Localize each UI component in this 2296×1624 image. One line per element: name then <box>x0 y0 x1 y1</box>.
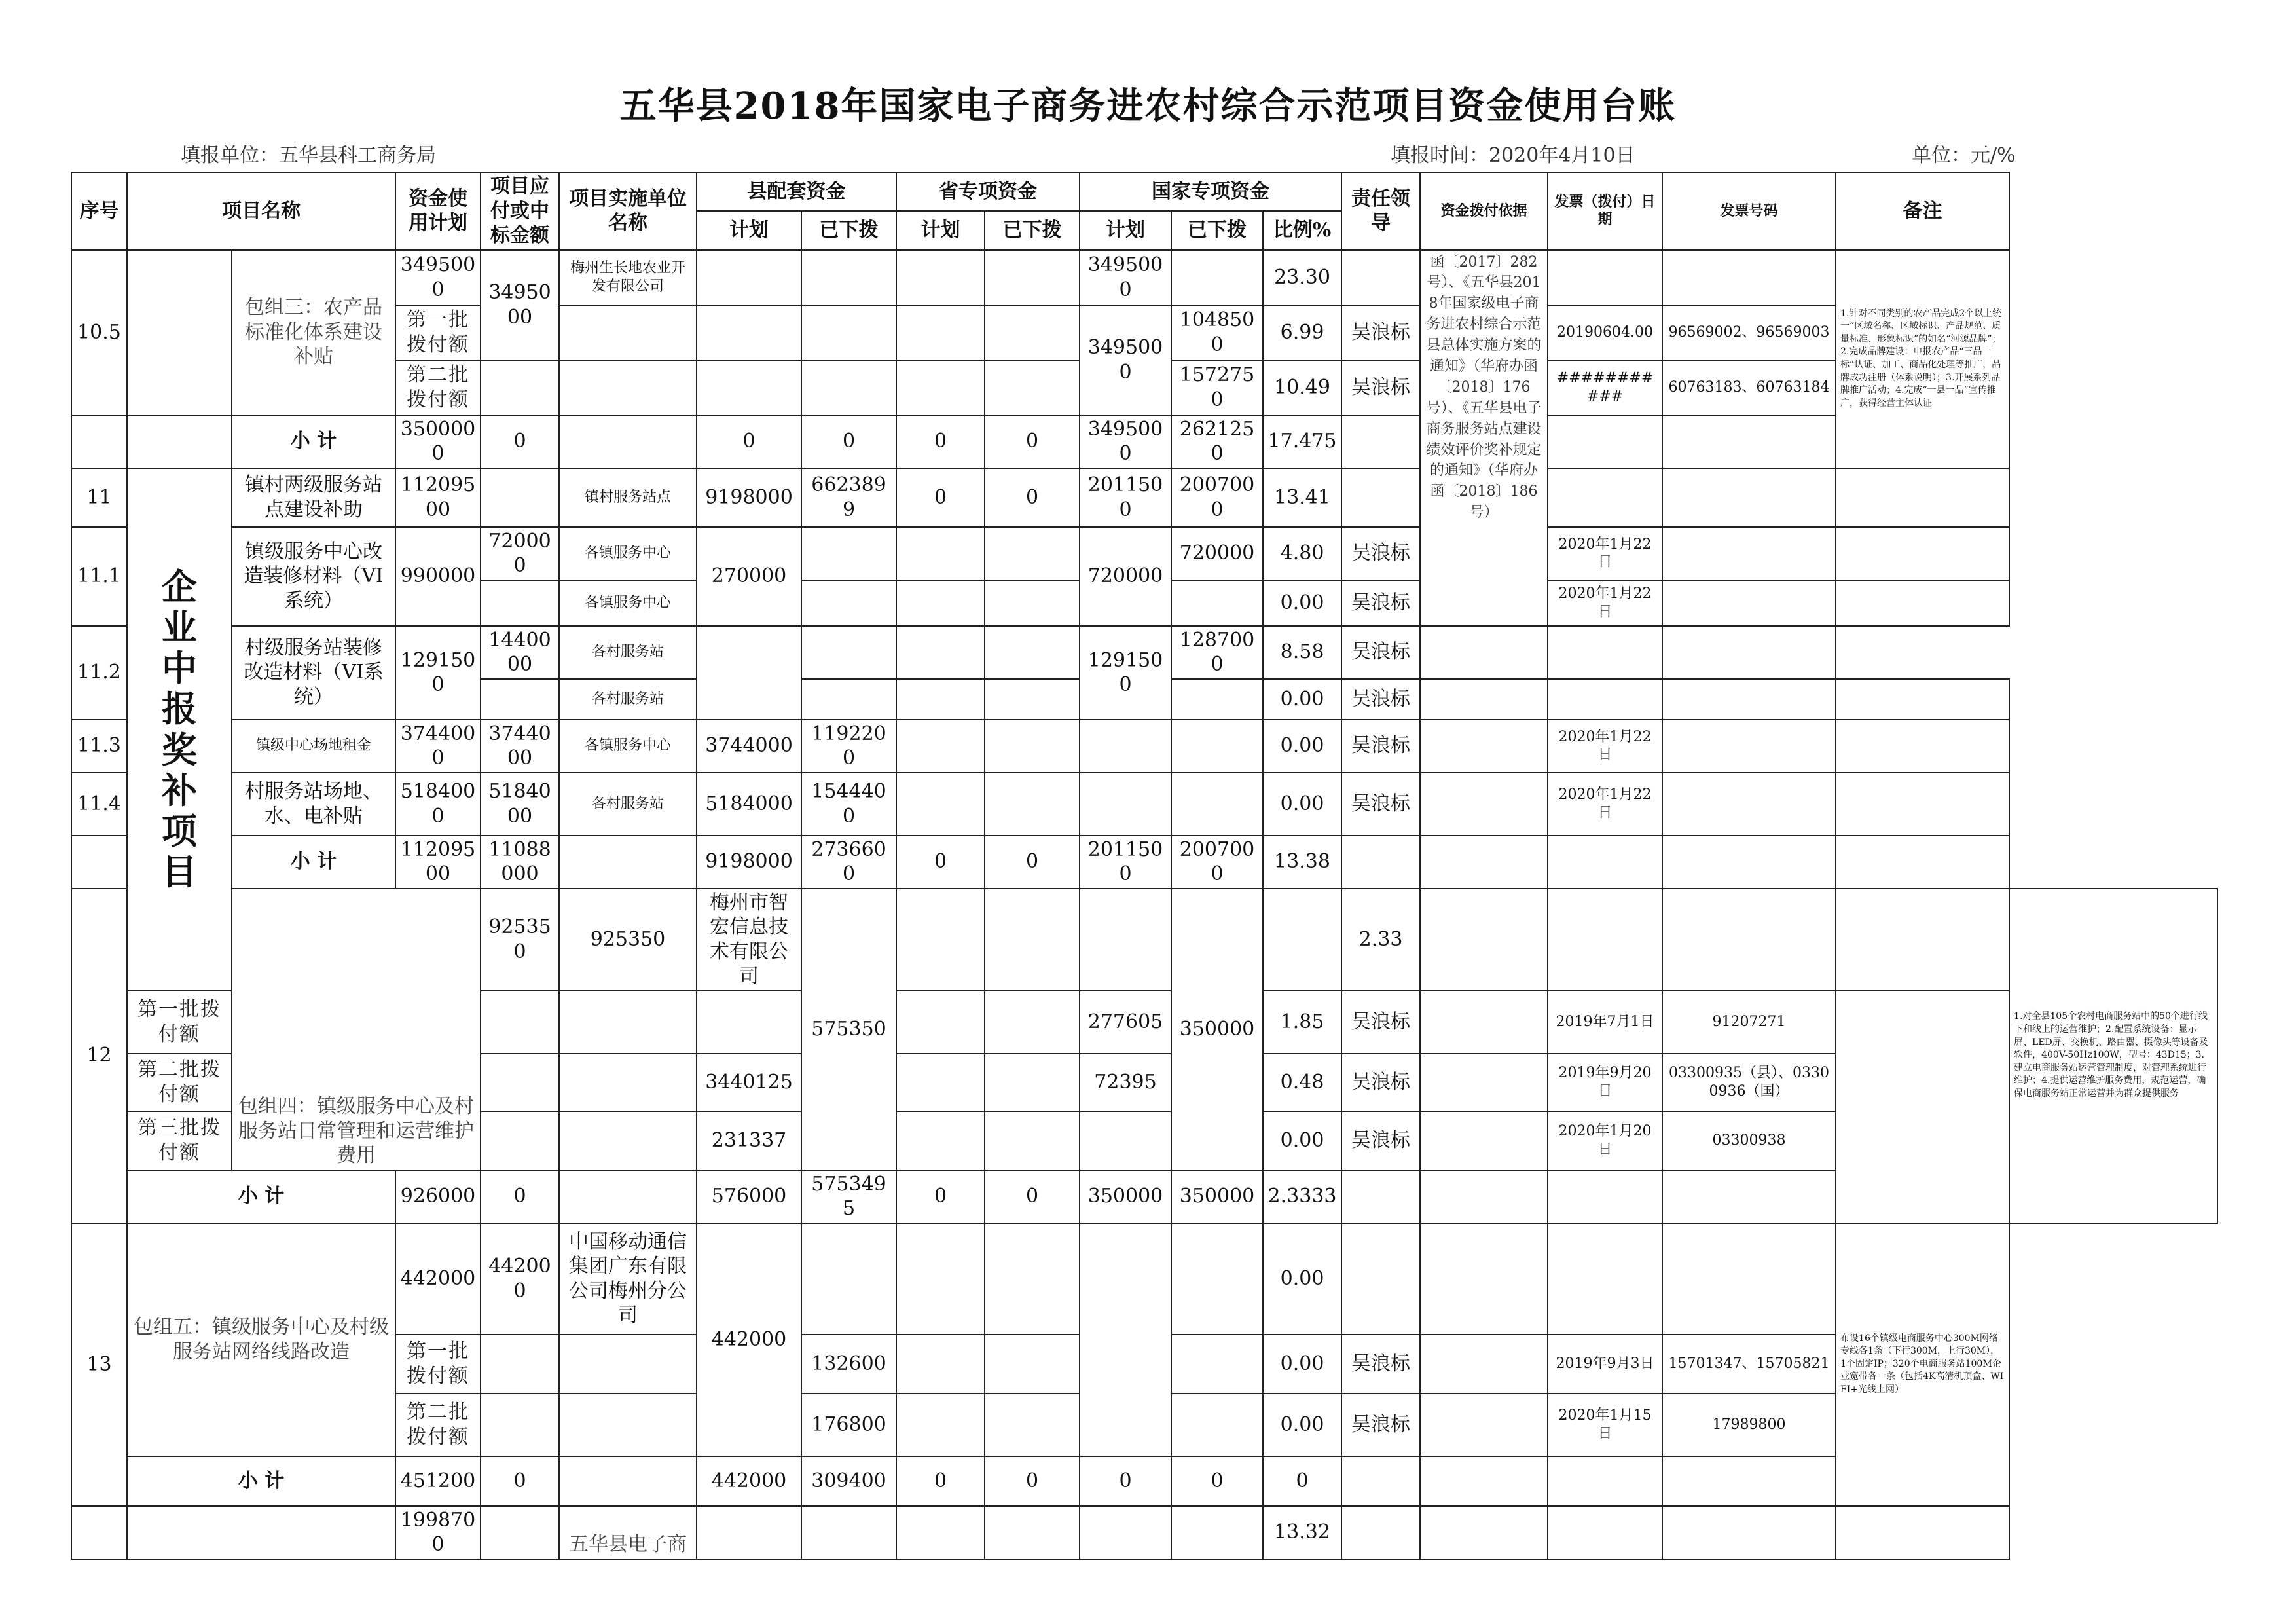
col-invoice-no: 发票号码 <box>1662 172 1836 250</box>
table-row: 第三批拨付额 231337 0.00 吴浪标 2020年1月20日 03300938 <box>71 1111 2217 1170</box>
filing-unit: 填报单位：五华县科工商务局 <box>181 144 436 167</box>
table-row: 各村服务站 0.00 吴浪标 <box>71 679 2217 720</box>
row-seq: 13 <box>71 1223 127 1506</box>
bid-amount: 3495000 <box>481 250 559 360</box>
header-row-1 <box>71 172 2217 211</box>
national-plan: 3495000 <box>1080 305 1171 415</box>
col-seq: 序号 <box>71 172 127 250</box>
national-ratio: 6.99 <box>1263 305 1341 360</box>
table-row: 12 包组四：镇级服务中心及村服务站日常管理和运营维护费用 925350 925350 梅州市智宏信息技术有限公司 575350 350000 2.33 1.对全县105个农村电商服务站中的50个进行线下和线上的运营维护；2.配置系统设备：显示屏、LED屏、交换机、路由器、摄像头等设备及软件，400V-50Hz100W，型号：43D15；3.建立电商服务站运营管理制度，对管理系统进行维护；4.提供运营维护服务费用，规范运营，确保电商服务站正常运营并为群众提供服务 <box>71 889 2217 991</box>
col-national: 国家专项资金 <box>1080 172 1341 211</box>
col-bid: 项目应付或中标金额 <box>481 172 559 250</box>
project-name: 包组四：镇级服务中心及村服务站日常管理和运营维护费用 <box>232 889 481 1170</box>
table-row: 第一批拨付额 277605 1.85 吴浪标 2019年7月1日 91207271 <box>71 991 2217 1054</box>
table-row: 13 包组五：镇级服务中心及村级服务站网络线路改造 442000 442000 中国移动通信集团广东有限公司梅州分公司 442000 0.00 布设16个镇级电商服务中心300M网络专线各1条（下行300M，上行30M），1个固定IP；320个电商服务站100M企业宽带各一条（包括4K高清机顶盒、WIFI+光线上网） <box>71 1223 2217 1335</box>
col-county-paid: 已下拨 <box>801 211 896 249</box>
col-national-paid: 已下拨 <box>1171 211 1263 249</box>
table-row: 11.2 村级服务站装修改造材料（VI系统） 1291500 1440000 各村服务站 1291500 1287000 8.58 吴浪标 <box>71 626 2217 679</box>
batch-label: 第三批拨付额 <box>127 1111 232 1170</box>
implementing-unit: 梅州生长地农业开发有限公司 <box>559 250 697 305</box>
subtotal-label: 小 计 <box>232 415 395 468</box>
col-county-plan: 计划 <box>697 211 801 249</box>
project-name: 村级服务站装修改造材料（VI系统） <box>232 626 395 720</box>
batch-label: 第二批拨付额 <box>127 1054 232 1111</box>
table-row: 11.4 村服务站场地、水、电补贴 5184000 5184000 各村服务站 5184000 1544400 0.00 吴浪标 2020年1月22日 <box>71 773 2217 836</box>
national-paid: 1572750 <box>1171 360 1263 415</box>
national-ratio: 10.49 <box>1263 360 1341 415</box>
row-seq: 11.4 <box>71 773 127 836</box>
subtotal-row: 小 计 926000 0 576000 5753495 0 0 350000 350000 2.3333 <box>71 1170 2217 1223</box>
invoice-number: 96569002、96569003 <box>1662 305 1836 360</box>
col-county: 县配套资金 <box>697 172 896 211</box>
fund-ledger-table <box>71 172 2218 1560</box>
batch-label: 第一批拨付额 <box>395 1335 481 1393</box>
filing-date: 填报时间：2020年4月10日 <box>1391 144 1635 167</box>
table-row: 第一批拨付额 132600 0.00 吴浪标 2019年9月3日 15701347、15705821 <box>71 1335 2217 1393</box>
table-row: 各镇服务中心 0.00 吴浪标 2020年1月22日 <box>71 580 2217 626</box>
subtotal-row: 小 计 11209500 11088000 9198000 2736600 0 0 2011500 2007000 13.38 <box>71 836 2217 889</box>
batch-label: 第二批拨付额 <box>395 360 481 415</box>
subtotal-label: 小 计 <box>232 836 395 889</box>
project-name: 包组三：农产品标准化体系建设补贴 <box>232 250 395 415</box>
table-row: 11 企 业 中 报 奖 补 项 目 镇村两级服务站点建设补助 11209500 镇村服务站点 9198000 6623899 0 0 2011500 2007000 13.41 <box>71 468 2217 527</box>
col-invoice-date: 发票（拨付）日期 <box>1548 172 1662 250</box>
subtotal-row: 小 计 451200 0 442000 309400 0 0 0 0 0 <box>71 1456 2217 1506</box>
remark-text: 布设16个镇级电商服务中心300M网络专线各1条（下行300M，上行30M），1个固定IP；320个电商服务站100M企业宽带各一条（包括4K高清机顶盒、WIFI+光线上网） <box>1836 1223 2009 1506</box>
invoice-date: 20190604.00 <box>1548 305 1662 360</box>
table-row: 11.1 镇级服务中心改造装修材料（VI系统） 990000 720000 各镇服务中心 270000 720000 720000 4.80 吴浪标 2020年1月22日 <box>71 527 2217 580</box>
batch-label: 第二批拨付额 <box>395 1393 481 1456</box>
row-category-cell <box>127 250 232 415</box>
plan-amount: 3495000 <box>395 250 481 305</box>
subtotal-row: 小 计 3500000 0 0 0 0 0 3495000 2621250 17.475 <box>71 415 2217 468</box>
national-ratio: 23.30 <box>1263 250 1341 305</box>
row-seq: 11.2 <box>71 626 127 720</box>
col-remark: 备注 <box>1836 172 2009 250</box>
remark-text: 1.针对不同类别的农产品完成2个以上统一“区域名称、区域标识、产品规范、质量标准、形象标识”的如名“河源品牌”；2.完成品牌建设：申报农产品“三品一标”认证、加工、商品化处理等推广，品牌成功注册（体系说明）；3.开展系列品牌推广活动；4.完成“一县一品”宣传推广，获得经营主体认证 <box>1836 250 2009 468</box>
implementing-unit: 镇村服务站点 <box>559 468 697 527</box>
col-province-plan: 计划 <box>896 211 985 249</box>
subtotal-label: 小 计 <box>127 1456 395 1506</box>
col-national-plan: 计划 <box>1080 211 1171 249</box>
national-paid: 1048500 <box>1171 305 1263 360</box>
col-province: 省专项资金 <box>896 172 1080 211</box>
batch-label: 第一批拨付额 <box>127 991 232 1054</box>
plan-amount: 11209500 <box>395 468 481 527</box>
national-plan: 3495000 <box>1080 250 1171 305</box>
table-row: 第二批拨付额 3440125 72395 0.48 吴浪标 2019年9月20日 03300935（县）、03300936（国） <box>71 1054 2217 1111</box>
col-basis: 资金拨付依据 <box>1420 172 1548 250</box>
row-seq: 12 <box>71 889 127 1223</box>
page-title: 五华县2018年国家电子商务进农村综合示范项目资金使用台账 <box>619 84 1677 128</box>
currency-unit: 单位：元/% <box>1912 144 2016 167</box>
implementing-unit: 中国移动通信集团广东有限公司梅州分公司 <box>559 1223 697 1335</box>
project-name: 镇村两级服务站点建设补助 <box>232 468 395 527</box>
col-unit: 项目实施单位名称 <box>559 172 697 250</box>
table-row: 11.3 镇级中心场地租金 3744000 3744000 各镇服务中心 3744000 1192200 0.00 吴浪标 2020年1月22日 <box>71 720 2217 773</box>
batch-label: 第一批拨付额 <box>395 305 481 360</box>
table-row: 1998700 五华县电子商 13.32 <box>71 1506 2217 1559</box>
invoice-date: ########### <box>1548 360 1662 415</box>
row-seq: 11 <box>71 468 127 527</box>
leader-name: 吴浪标 <box>1341 360 1420 415</box>
project-name: 包组五：镇级服务中心及村级服务站网络线路改造 <box>127 1223 395 1456</box>
table-row: 第二批拨付额 176800 0.00 吴浪标 2020年1月15日 17989800 <box>71 1393 2217 1456</box>
fund-basis-text: 函〔2017〕282号）、《五华县2018年国家级电子商务进农村综合示范县总体实施方案的通知》（华府办函〔2018〕176号）、《五华县电子商务服务站点建设绩效评价奖补规定的通知》（华府办函〔2018〕186号） <box>1420 250 1548 626</box>
col-leader: 责任领导 <box>1341 172 1420 250</box>
project-name: 镇级服务中心改造装修材料（VI系统） <box>232 527 395 626</box>
invoice-number: 60763183、60763184 <box>1662 360 1836 415</box>
implementing-unit: 梅州市智宏信息技术有限公司 <box>697 889 801 991</box>
project-name: 村服务站场地、水、电补贴 <box>232 773 395 836</box>
subtotal-label: 小 计 <box>127 1170 395 1223</box>
row-seq: 11.1 <box>71 527 127 626</box>
remark-text: 1.对全县105个农村电商服务站中的50个进行线下和线上的运营维护；2.配置系统设备：显示屏、LED屏、交换机、路由器、摄像头等设备及软件，400V-50Hz100W，型号：43D15；3.建立电商服务站运营管理制度，对管理系统进行维护；4.提供运营维护服务费用，规范运营，确保电商服务站正常运营并为群众提供服务 <box>2009 889 2217 1223</box>
project-name: 镇级中心场地租金 <box>232 720 395 773</box>
col-national-ratio: 比例% <box>1263 211 1341 249</box>
col-plan: 资金使用计划 <box>395 172 481 250</box>
col-name: 项目名称 <box>127 172 395 250</box>
table-row <box>71 250 2217 305</box>
category-label: 企 业 中 报 奖 补 项 目 <box>127 468 232 991</box>
row-seq: 10.5 <box>71 250 127 415</box>
col-province-paid: 已下拨 <box>985 211 1080 249</box>
leader-name: 吴浪标 <box>1341 305 1420 360</box>
row-seq: 11.3 <box>71 720 127 773</box>
